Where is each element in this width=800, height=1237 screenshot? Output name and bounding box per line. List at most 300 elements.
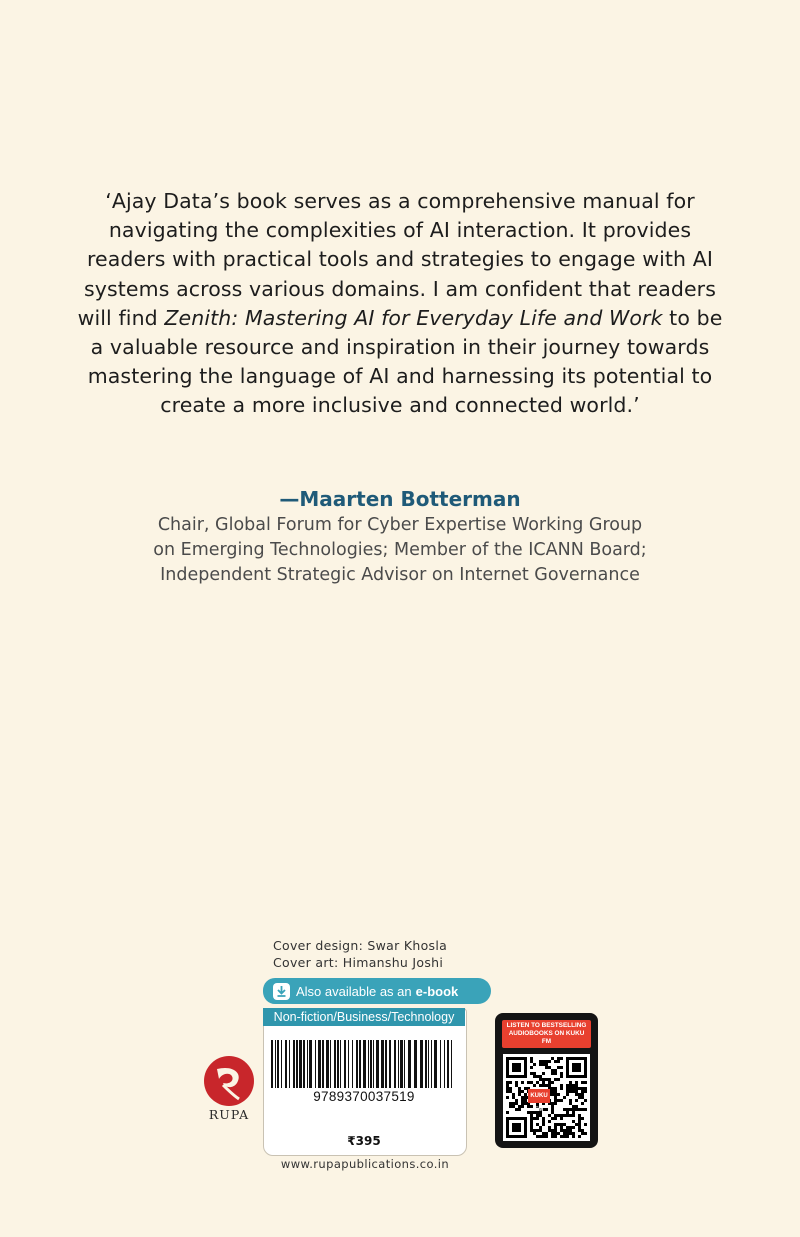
qr-module — [524, 1096, 527, 1099]
qr-module — [551, 1093, 554, 1096]
qr-module — [581, 1102, 584, 1105]
quote-text-before: ‘Ajay Data’s book serves as a comprehensive manual for navigating the complexities of AI interaction. It provides readers with practical tools and strategies to engage with AI systems across various domains. I am confident that readers will find — [77, 189, 716, 330]
barcode-bar — [326, 1040, 329, 1088]
qr-module — [533, 1075, 536, 1078]
barcode-bar — [434, 1040, 437, 1088]
qr-module — [578, 1123, 581, 1126]
barcode-bar — [289, 1040, 290, 1088]
qr-module — [557, 1093, 560, 1096]
qr-module — [542, 1063, 545, 1066]
qr-module — [545, 1078, 548, 1081]
barcode-bar — [370, 1040, 372, 1088]
isbn-number: 9789370037519 — [313, 1089, 415, 1104]
barcode-bar — [363, 1040, 366, 1088]
barcode-bar — [315, 1040, 316, 1088]
barcode-bar — [408, 1040, 411, 1088]
qr-module — [578, 1114, 581, 1117]
qr-module — [554, 1117, 557, 1120]
qr-module — [548, 1078, 551, 1081]
qr-module — [578, 1135, 581, 1138]
qr-module — [539, 1126, 542, 1129]
qr-module — [569, 1132, 572, 1135]
barcode-bar — [425, 1040, 427, 1088]
qr-module — [521, 1099, 524, 1102]
qr-module — [578, 1126, 581, 1129]
qr-module — [539, 1060, 542, 1063]
qr-module — [572, 1108, 575, 1111]
qr-module — [560, 1072, 563, 1075]
qr-module — [536, 1129, 539, 1132]
kuku-header: LISTEN TO BESTSELLING AUDIOBOOKS ON KUKU FM — [502, 1020, 591, 1048]
qr-module — [569, 1099, 572, 1102]
qr-module — [521, 1090, 524, 1093]
qr-module — [554, 1060, 557, 1063]
cover-art-credit: Cover art: Himanshu Joshi — [273, 955, 444, 970]
kuku-fm-qr-card — [495, 1013, 598, 1148]
qr-module — [572, 1090, 575, 1093]
attribution-role-line: Independent Strategic Advisor on Internet Governance — [160, 565, 640, 585]
qr-module — [578, 1096, 581, 1099]
qr-module — [554, 1114, 557, 1117]
qr-module — [560, 1135, 563, 1138]
barcode-bar — [368, 1040, 369, 1088]
qr-module — [566, 1093, 569, 1096]
barcode-bar — [307, 1040, 308, 1088]
qr-module — [554, 1126, 557, 1129]
qr-module — [560, 1114, 563, 1117]
barcode-bar — [318, 1040, 321, 1088]
barcode-bar — [389, 1040, 391, 1088]
attribution-name: —Maarten Botterman — [279, 487, 521, 511]
publisher-url: www.rupapublications.co.in — [280, 1157, 450, 1171]
qr-module — [551, 1129, 554, 1132]
qr-module — [563, 1135, 566, 1138]
barcode-bar — [381, 1040, 384, 1088]
qr-module — [548, 1060, 551, 1063]
qr-module — [584, 1090, 587, 1093]
qr-module — [584, 1108, 587, 1111]
qr-module — [551, 1081, 554, 1084]
qr-module — [569, 1114, 572, 1117]
qr-module — [578, 1129, 581, 1132]
barcode-bar — [281, 1040, 282, 1088]
qr-module — [539, 1063, 542, 1066]
qr-module — [566, 1090, 569, 1093]
qr-module — [581, 1090, 584, 1093]
cover-credits — [273, 937, 447, 971]
qr-module — [533, 1063, 536, 1066]
qr-module — [530, 1066, 533, 1069]
qr-module — [545, 1135, 548, 1138]
qr-module — [584, 1123, 587, 1126]
qr-module — [572, 1084, 575, 1087]
qr-module — [509, 1087, 512, 1090]
qr-module — [581, 1087, 584, 1090]
qr-module — [521, 1102, 524, 1105]
qr-module — [554, 1072, 557, 1075]
barcode-bar — [414, 1040, 417, 1088]
download-icon — [273, 983, 290, 1000]
ebook-banner — [263, 978, 491, 1004]
qr-module — [569, 1129, 572, 1132]
qr-module — [566, 1129, 569, 1132]
qr-module — [554, 1102, 557, 1105]
qr-module — [533, 1072, 536, 1075]
barcode-bar — [299, 1040, 302, 1088]
qr-module — [560, 1099, 563, 1102]
qr-module — [578, 1093, 581, 1096]
qr-module — [548, 1129, 551, 1132]
qr-module — [560, 1087, 563, 1090]
qr-module — [521, 1096, 524, 1099]
qr-module — [575, 1108, 578, 1111]
qr-module — [584, 1099, 587, 1102]
qr-module — [575, 1099, 578, 1102]
qr-module — [569, 1081, 572, 1084]
qr-module — [557, 1060, 560, 1063]
qr-module — [560, 1117, 563, 1120]
qr-module — [560, 1123, 563, 1126]
qr-module — [515, 1108, 518, 1111]
qr-module — [572, 1087, 575, 1090]
qr-module — [551, 1132, 554, 1135]
qr-module — [506, 1081, 509, 1084]
qr-module — [524, 1087, 527, 1090]
qr-module — [542, 1120, 545, 1123]
attribution-role-line: Chair, Global Forum for Cyber Expertise Working Group — [157, 515, 643, 535]
qr-module — [566, 1084, 569, 1087]
qr-module — [512, 1063, 521, 1072]
qr-module — [530, 1129, 533, 1132]
qr-module — [530, 1057, 533, 1060]
qr-module — [560, 1075, 563, 1078]
barcode-bar — [394, 1040, 396, 1088]
qr-module — [554, 1093, 557, 1096]
qr-module — [575, 1084, 578, 1087]
qr-module — [548, 1084, 551, 1087]
qr-module — [551, 1057, 554, 1060]
qr-module — [581, 1132, 584, 1135]
qr-module — [551, 1102, 554, 1105]
kuku-fm-badge: KUKU FM — [528, 1089, 550, 1103]
quote-book-title: Zenith: Mastering AI for Everyday Life and Work — [164, 305, 663, 330]
barcode-bar — [440, 1040, 441, 1088]
barcode-bar — [309, 1040, 312, 1088]
qr-module — [566, 1114, 569, 1117]
qr-module — [542, 1078, 545, 1081]
qr-module — [506, 1087, 509, 1090]
qr-module — [581, 1129, 584, 1132]
qr-module — [548, 1120, 551, 1123]
qr-module — [578, 1108, 581, 1111]
qr-module — [551, 1090, 554, 1093]
qr-module — [551, 1111, 554, 1114]
qr-module — [566, 1108, 569, 1111]
qr-module — [575, 1123, 578, 1126]
qr-module — [536, 1135, 539, 1138]
barcode-bar — [334, 1040, 336, 1088]
qr-module — [572, 1105, 575, 1108]
attribution-role-line: on Emerging Technologies; Member of the ICANN Board; — [153, 540, 647, 560]
qr-module — [518, 1090, 521, 1093]
qr-module — [536, 1075, 539, 1078]
qr-module — [554, 1129, 557, 1132]
qr-module — [530, 1081, 533, 1084]
qr-module — [584, 1132, 587, 1135]
qr-module — [569, 1090, 572, 1093]
qr-module — [530, 1105, 533, 1108]
qr-module — [536, 1081, 539, 1084]
qr-module — [581, 1093, 584, 1096]
qr-module — [581, 1117, 584, 1120]
qr-module — [530, 1111, 533, 1114]
barcode-bar — [376, 1040, 379, 1088]
qr-module — [545, 1066, 548, 1069]
qr-module — [512, 1096, 515, 1099]
qr-module — [551, 1105, 554, 1108]
qr-module — [578, 1087, 581, 1090]
blurb-quote — [70, 187, 730, 421]
category-label: Non-fiction/Business/Technology — [263, 1008, 465, 1026]
ebook-text: Also available as an — [296, 983, 412, 999]
qr-module — [566, 1111, 569, 1114]
qr-module — [569, 1087, 572, 1090]
qr-module — [515, 1102, 518, 1105]
barcode-bar — [322, 1040, 324, 1088]
qr-module — [533, 1084, 536, 1087]
qr-module — [509, 1105, 512, 1108]
qr-module — [548, 1066, 551, 1069]
qr-module — [557, 1066, 560, 1069]
qr-module — [539, 1075, 542, 1078]
qr-module — [581, 1096, 584, 1099]
isbn-barcode — [271, 1040, 457, 1088]
qr-module — [554, 1090, 557, 1093]
quote-text-after: to be a valuable resource and inspiration in their journey towards mastering the language of AI and harnessing its potential to create a more inclusive and connected world.’ — [87, 305, 723, 418]
barcode-bar — [271, 1040, 273, 1088]
qr-module — [530, 1072, 533, 1075]
qr-module — [554, 1096, 557, 1099]
qr-module — [527, 1081, 530, 1084]
barcode-bar — [337, 1040, 339, 1088]
qr-module — [557, 1099, 560, 1102]
qr-module — [557, 1078, 560, 1081]
qr-module — [554, 1123, 557, 1126]
qr-module — [551, 1135, 554, 1138]
qr-module — [554, 1135, 557, 1138]
qr-module — [530, 1120, 533, 1123]
qr-module — [518, 1087, 521, 1090]
attribution-role — [0, 513, 800, 588]
qr-module — [566, 1087, 569, 1090]
qr-module — [536, 1123, 539, 1126]
qr-module — [554, 1132, 557, 1135]
barcode-bar — [404, 1040, 405, 1088]
barcode-bar — [344, 1040, 346, 1088]
qr-module — [539, 1078, 542, 1081]
qr-module — [554, 1069, 557, 1072]
qr-module — [578, 1117, 581, 1120]
barcode-bar — [420, 1040, 423, 1088]
qr-module — [536, 1117, 539, 1120]
qr-module — [509, 1090, 512, 1093]
qr-module — [506, 1090, 509, 1093]
publisher-name: RUPA — [208, 1107, 250, 1122]
barcode-bar — [275, 1040, 276, 1088]
barcode-bar — [296, 1040, 298, 1088]
qr-module — [509, 1081, 512, 1084]
qr-module — [560, 1084, 563, 1087]
barcode-bar — [398, 1040, 399, 1088]
qr-module — [518, 1105, 521, 1108]
qr-module — [539, 1129, 542, 1132]
qr-module — [572, 1063, 581, 1072]
qr-module — [560, 1066, 563, 1069]
qr-module — [518, 1108, 521, 1111]
qr-module — [542, 1060, 545, 1063]
barcode-bar — [385, 1040, 387, 1088]
barcode-bar — [293, 1040, 295, 1088]
qr-module — [527, 1105, 530, 1108]
qr-module — [548, 1081, 551, 1084]
qr-module — [533, 1117, 536, 1120]
qr-module — [506, 1084, 509, 1087]
qr-module — [584, 1087, 587, 1090]
qr-module — [572, 1120, 575, 1123]
qr-module — [569, 1102, 572, 1105]
qr-module — [545, 1108, 548, 1111]
barcode-bar — [285, 1040, 287, 1088]
barcode-bar — [400, 1040, 403, 1088]
barcode-bar — [356, 1040, 358, 1088]
qr-module — [569, 1108, 572, 1111]
qr-module — [569, 1084, 572, 1087]
barcode-bar — [447, 1040, 449, 1088]
qr-module — [530, 1117, 533, 1120]
qr-module — [524, 1093, 527, 1096]
barcode-bar — [330, 1040, 331, 1088]
qr-module — [515, 1099, 518, 1102]
qr-module — [542, 1117, 545, 1120]
qr-module — [515, 1081, 518, 1084]
qr-module — [551, 1072, 554, 1075]
barcode-bar — [359, 1040, 361, 1088]
qr-module — [560, 1126, 563, 1129]
cover-design-credit: Cover design: Swar Khosla — [273, 938, 448, 953]
qr-module — [542, 1123, 545, 1126]
qr-module — [563, 1114, 566, 1117]
qr-module — [524, 1099, 527, 1102]
qr-module — [545, 1060, 548, 1063]
qr-module — [551, 1069, 554, 1072]
barcode-bar — [444, 1040, 445, 1088]
qr-module — [545, 1063, 548, 1066]
qr-module — [578, 1120, 581, 1123]
barcode-bar — [373, 1040, 374, 1088]
qr-module — [527, 1111, 530, 1114]
qr-module — [521, 1105, 524, 1108]
qr-module — [563, 1132, 566, 1135]
qr-module — [542, 1132, 545, 1135]
qr-module — [551, 1087, 554, 1090]
rupa-logo-icon — [203, 1055, 255, 1107]
qr-module — [551, 1117, 554, 1120]
qr-module — [509, 1102, 512, 1105]
qr-module — [518, 1093, 521, 1096]
qr-module — [554, 1087, 557, 1090]
qr-module — [569, 1126, 572, 1129]
barcode-bar — [352, 1040, 353, 1088]
qr-module — [530, 1126, 533, 1129]
qr-module — [542, 1084, 545, 1087]
qr-module — [566, 1135, 569, 1138]
qr-module — [533, 1132, 536, 1135]
qr-module — [560, 1129, 563, 1132]
qr-module — [542, 1135, 545, 1138]
qr-module — [572, 1114, 575, 1117]
qr-module — [548, 1114, 551, 1117]
qr-module — [581, 1108, 584, 1111]
qr-module — [530, 1123, 533, 1126]
barcode-bar — [348, 1040, 349, 1088]
barcode-bar — [428, 1040, 429, 1088]
qr-module — [563, 1129, 566, 1132]
qr-module — [551, 1108, 554, 1111]
ebook-emphasis: e-book — [415, 983, 459, 999]
qr-module — [560, 1057, 563, 1060]
qr-module — [563, 1096, 566, 1099]
qr-module — [521, 1081, 524, 1084]
qr-module — [506, 1096, 509, 1099]
qr-module — [512, 1123, 521, 1132]
qr-module — [548, 1126, 551, 1129]
qr-module — [524, 1102, 527, 1105]
qr-module — [566, 1132, 569, 1135]
qr-module — [539, 1135, 542, 1138]
qr-module — [575, 1090, 578, 1093]
barcode-bar — [340, 1040, 341, 1088]
qr-module — [581, 1081, 584, 1084]
qr-module — [554, 1078, 557, 1081]
qr-module — [557, 1132, 560, 1135]
qr-module — [545, 1132, 548, 1135]
qr-module — [575, 1087, 578, 1090]
qr-module — [512, 1105, 515, 1108]
qr-module — [530, 1060, 533, 1063]
qr-module — [533, 1129, 536, 1132]
qr-module — [575, 1105, 578, 1108]
qr-module — [572, 1126, 575, 1129]
qr-module — [512, 1093, 515, 1096]
qr-module — [572, 1111, 575, 1114]
qr-module — [575, 1093, 578, 1096]
qr-module — [572, 1135, 575, 1138]
qr-module — [530, 1114, 533, 1117]
qr-module — [542, 1072, 545, 1075]
qr-module — [563, 1123, 566, 1126]
qr-module — [506, 1111, 509, 1114]
qr-module — [539, 1084, 542, 1087]
barcode-bar — [277, 1040, 279, 1088]
qr-module — [584, 1081, 587, 1084]
qr-module — [557, 1123, 560, 1126]
barcode-bar — [431, 1040, 432, 1088]
qr-module — [545, 1084, 548, 1087]
qr-module — [554, 1099, 557, 1102]
qr-module — [563, 1108, 566, 1111]
qr-module — [557, 1057, 560, 1060]
qr-module — [512, 1102, 515, 1105]
